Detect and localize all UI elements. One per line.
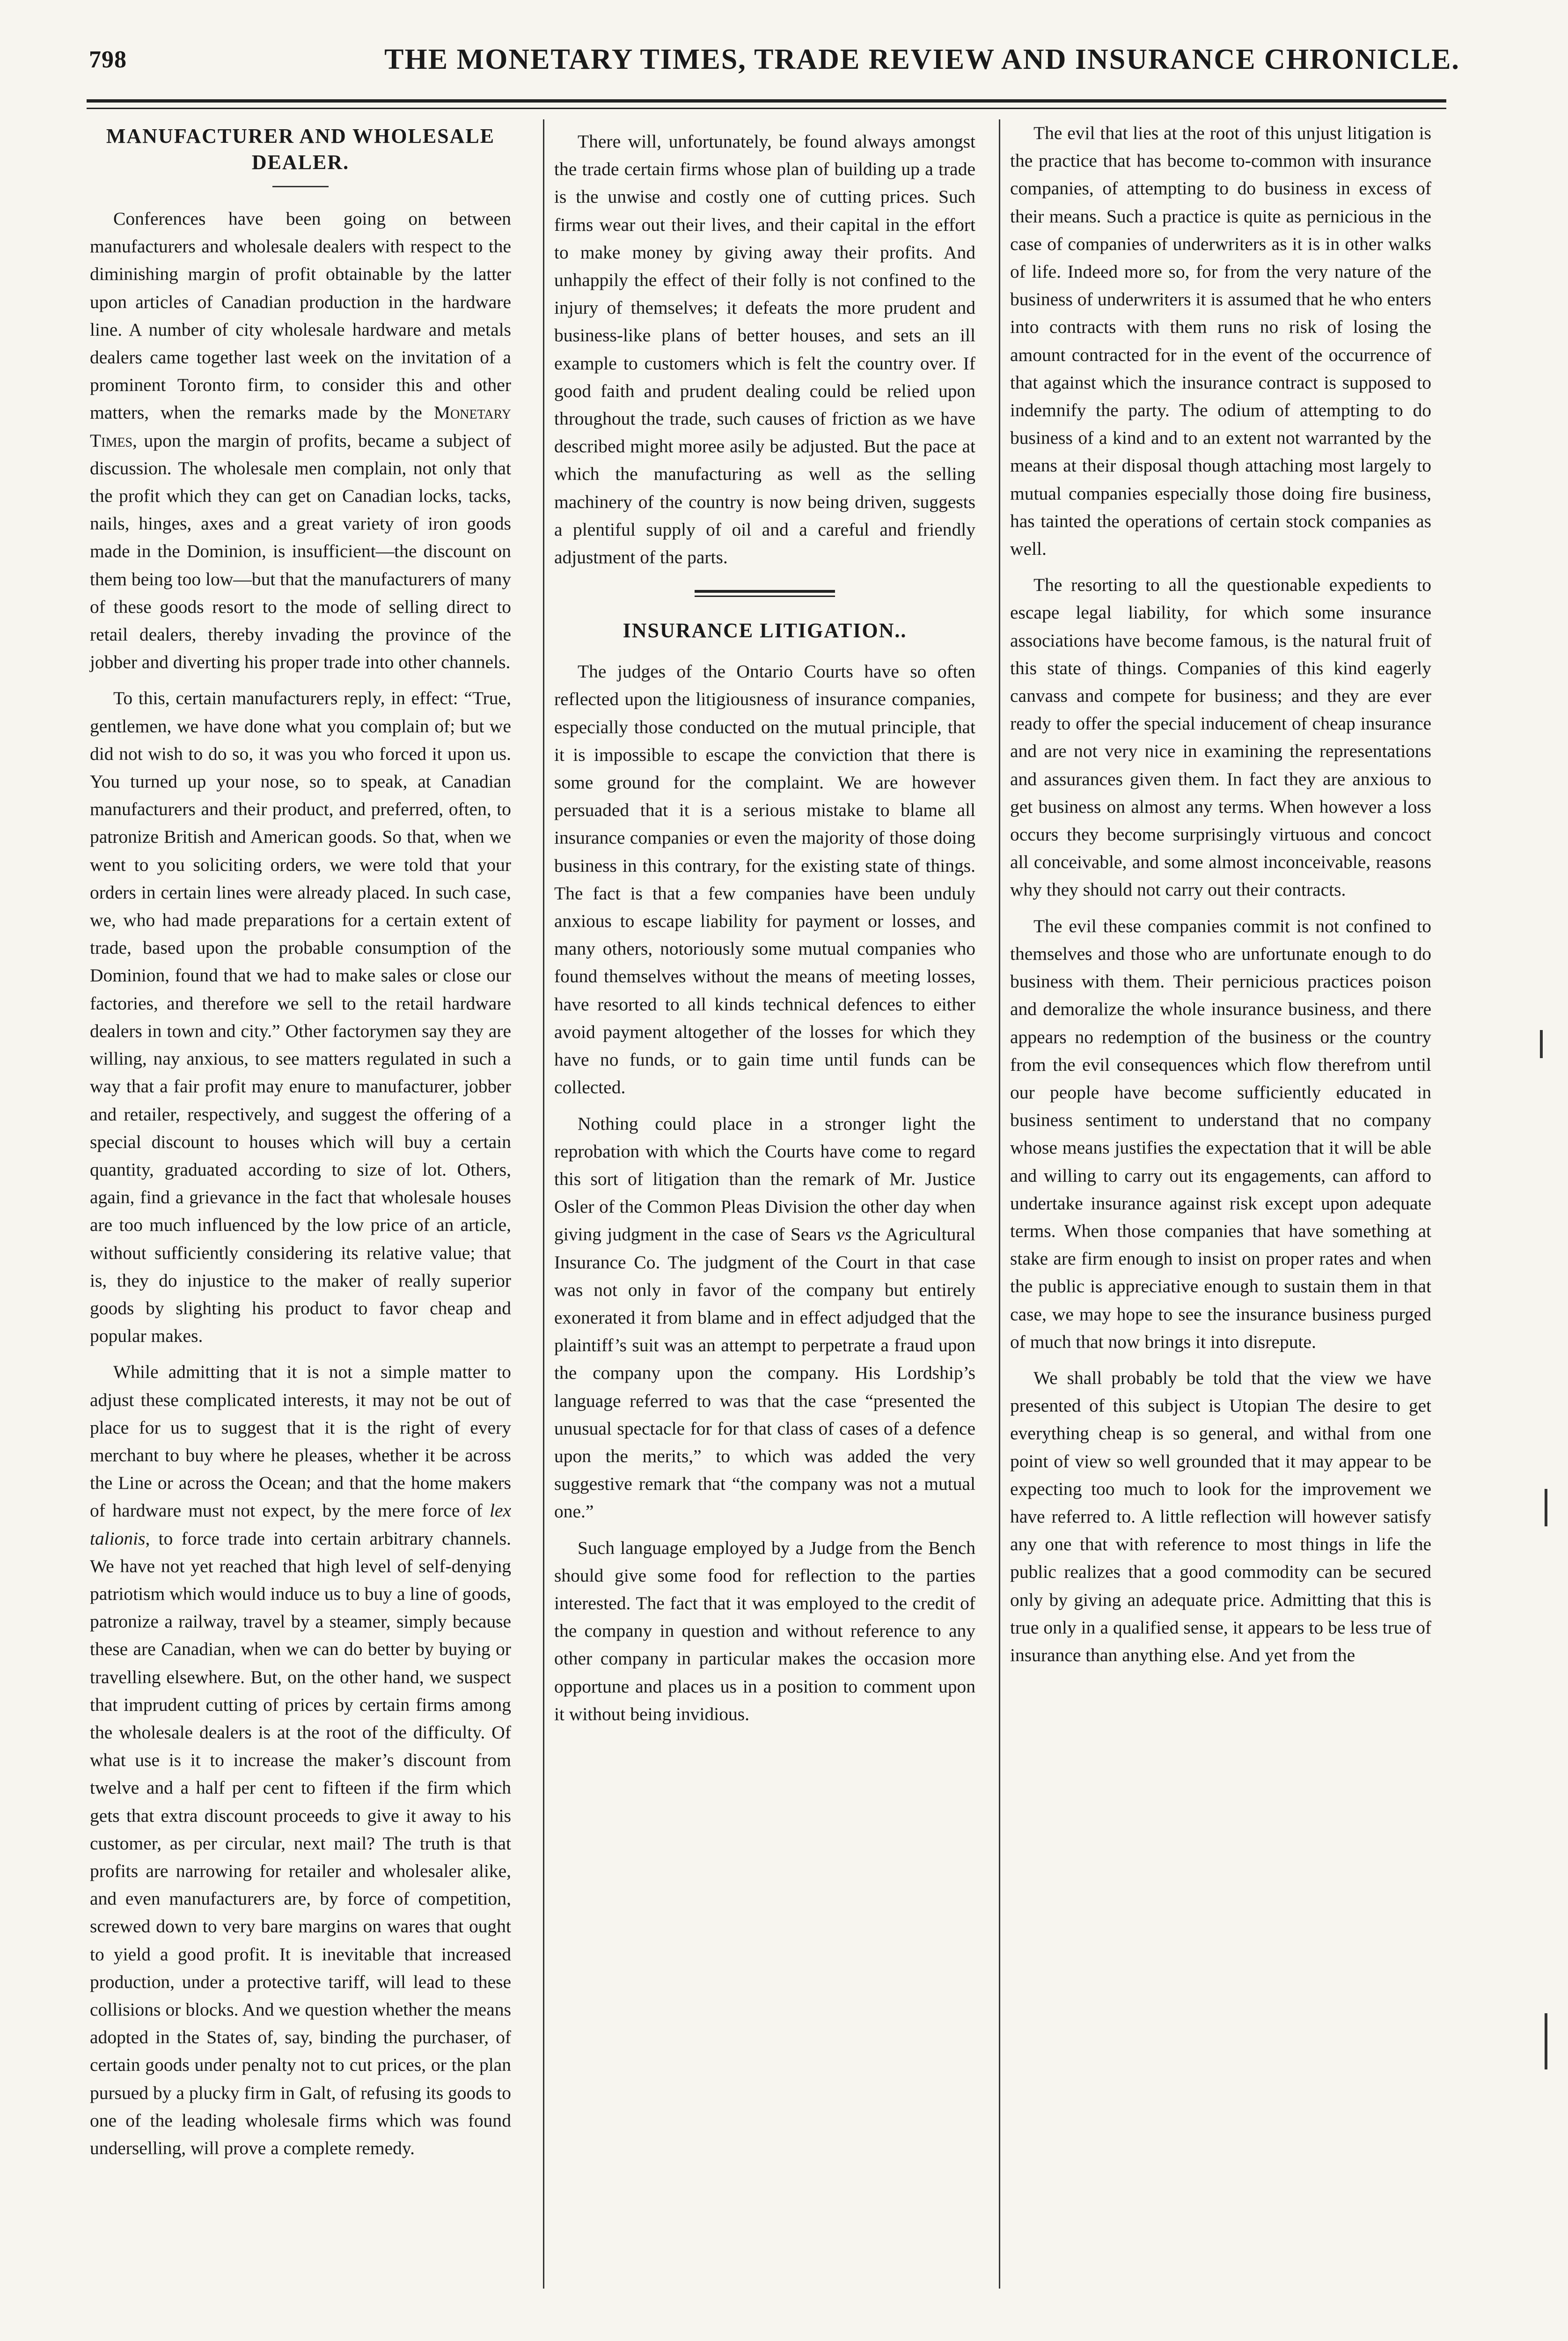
article2-paragraph-3: Such language employed by a Judge from the Bench should give some food for reflection to the parties interested. The fact that it was employed to the credit of the company in question and without reference to any other company in particular makes the occasion more opportune and places us in a position to comment upon it without being invidious. [554,1537,975,1724]
margin-mark [1540,1030,1543,1058]
article-title-manufacturer: MANUFACTURER AND WHOLESALE DEALER. [106,125,495,174]
italic-vs: vs [836,1224,852,1245]
running-head: THE MONETARY TIMES, TRADE REVIEW AND INSURANCE CHRONICLE. [384,44,1460,75]
article2-paragraph-6: The evil these companies commit is not confined to themselves and those who are unfortunate enough to do business with them. Their pernicious practices poison and demoralize the whole insurance business, and there appears no redemption of the business or the country from the evil consequences which flow therefrom until our people have become sufficiently educated in business sentiment to understand that no company whose means justifies the expectation that it will be able and willing to carry out its engagements, can afford to undertake insurance against risk except upon adequate terms. When those companies that have something at stake are firm enough to insist on proper rates and when the public is appreciative enough to sustain them in that case, we may hope to see the insurance business purged of much that now brings it into disrepute. [1010,915,1431,1352]
article1-paragraph-2: To this, certain manufacturers reply, in effect: “True, gentlemen, we have done what you complain of; but we did not wish to do so, it was you who forced it upon us. You turned up your nose, so to speak, at Canadian manufacturers and their product, and preferred, often, to patronize British and American goods. So that, when we went to you soliciting orders, we were told that your orders in certain lines were already placed. In such case, we, who had made preparations for a certain extent of trade, based upon the probable consumption of the Dominion, found that we had to make sales or close our factories, and therefore we sell to the retail hardware dealers in town and city.” Other factorymen say they are willing, nay anxious, to see matters regulated in such a way that a fair profit may enure to manufacturer, jobber and retailer, respectively, and suggest the offering of a special discount to houses which will buy a certain quantity, graduated according to size of lot. Others, again, find a grievance in the fact that wholesale houses are too much influenced by the low price of an article, without sufficiently considering its relative value; that is, they do injustice to the maker of really superior goods by slighting his product to favor cheap and popular makes. [90,688,511,1347]
article1-paragraph-3: While admitting that it is not a simple matter to adjust these complicated interests, it may not be out of place for us to suggest that it is the right of every merchant to buy where he pleases, whether it be across the Line or across the Ocean; and that the home makers of hardware must not expect, by the mere force of lex talionis, to force trade into certain arbitrary channels. We have not yet reached that high level of self-denying patriotism which would induce us to buy a line of goods, patronize a railway, travel by a steamer, simply because these are Canadian, when we can do better by buying or travelling elsewhere. But, on the other hand, we suspect that imprudent cutting of prices by certain firms among the wholesale dealers is at the root of the difficulty. Of what use is it to increase the maker’s discount from twelve and a half per cent to fifteen if the firm which gets that extra discount proceeds to give it away to his customer, as per circular, next mail? The truth is that profits are narrowing for retailer and wholesaler alike, and even manufacturers are, by force of competition, screwed down to very bare margins on wares that ought to yield a good profit. It is inevitable that increased production, under a protective tariff, will lead to these collisions or blocks. And we question whether the means adopted in the States of, say, binding the purchaser, of certain goods under penalty not to cut prices, or the plan pursued by a plucky firm in Galt, of refusing its goods to one of the leading wholesale firms which was found underselling, will prove a complete remedy. [90,1362,511,2159]
section-separator-thin [695,596,835,597]
header-rule-thin [87,108,1446,109]
column-rule-right [999,119,1000,2289]
title-underline [272,186,329,187]
italic-phrase: lex talionis [90,1500,511,1549]
article-title-insurance: INSURANCE LITIGATION.. [623,619,907,642]
article2-paragraph-5: The resorting to all the questionable expedients to escape legal liability, for which some insurance associations have become famous, is the natural fruit of this state of things. Companies of this kind eagerly canvass and compete for business; and they are ever ready to offer the special inducement of cheap insurance and are not very nice in examining the representations and assurances given them. In fact they are anxious to get business on almost any terms. When however a loss occurs they become surprisingly virtuous and concoct all conceivable, and some almost inconceivable, reasons why they should not carry out their contracts. [1010,574,1431,900]
publication-name: Monetary Times [90,402,511,451]
column-2 [554,119,975,1737]
page-number: 798 [89,46,127,73]
article1-paragraph-4: There will, unfortunately, be found always amongst the trade certain firms whose plan of building up a trade is the unwise and costly one of cutting prices. Such firms wear out their lives, and their capital in the effort to make money by giving away their profits. And unhappily the effect of their folly is not confined to the injury of themselves; it defeats the more prudent and business-like plans of better houses, and sets an ill example to customers which is felt the country over. If good faith and prudent dealing could be relied upon throughout the trade, such causes of friction as we have described might moree asily be adjusted. But the pace at which the manufacturing as well as the selling machinery of the country is now being driven, suggests a plentiful supply of oil and a careful and friendly adjustment of the parts. [554,131,975,568]
column-rule-left [543,119,544,2289]
article2-paragraph-1: The judges of the Ontario Courts have so often reflected upon the litigiousness of insurance companies, especially those conducted on the mutual principle, that it is impossible to escape the conviction that there is some ground for the complaint. We are however persuaded that it is a serious mistake to blame all insurance companies or even the majority of those doing business in this contrary, for the existing state of things. The fact is that a few companies have been unduly anxious to escape liability for payment or losses, and many others, notoriously some mutual companies who found themselves without the means of meeting losses, have resorted to all kinds technical defences to either avoid payment altogether of the losses for which they have no funds, or to gain time until funds can be collected. [554,661,975,1098]
column-3 [1010,119,1431,1678]
article2-paragraph-4: The evil that lies at the root of this unjust litigation is the practice that has become to-common with insurance companies, of attempting to do business in excess of their means. Such a practice is quite as pernicious in the case of companies of underwriters as it is in other walks of life. Indeed more so, for from the very nature of the business of underwriters it is assumed that he who enters into contracts with them runs no risk of losing the amount contracted for in the event of the occurrence of that against which the insurance contract is supposed to indemnify the party. The odium of attempting to do business of a kind and to an extent not warranted by the means at their disposal though attaching most largely to mutual companies especially those doing fire business, has tainted the operations of certain stock companies as well. [1010,123,1431,559]
margin-mark [1545,2013,1547,2069]
header-rule-thick [87,99,1446,103]
article2-paragraph-7: We shall probably be told that the view we have presented of this subject is Utopian The desire to get everything cheap is so general, and withal from one point of view so well grounded that it may appear to be expecting too much to look for the improvement we have referred to. A little reflection will however satisfy any one that with reference to most things in life the public realizes that a good commodity can be secured only by giving an adequate price. Admitting that this is true only in a qualified sense, it appears to be less true of insurance than anything else. And yet from the [1010,1367,1431,1665]
column-1 [90,119,511,2171]
article1-paragraph-1: Conferences have been going on between manufacturers and wholesale dealers with respect to the diminishing margin of profit obtainable by the latter upon articles of Canadian production in the hardware line. A number of city wholesale hardware and metals dealers came together last week on the invitation of a prominent Toronto firm, to consider this and other matters, when the remarks made by the Monetary Times, upon the margin of profits, became a subject of discussion. The wholesale men complain, not only that the profit which they can get on Canadian locks, tacks, nails, hinges, axes and a great variety of iron goods made in the Dominion, is insufficient—the discount on them being too low—but that the manufacturers of many of these goods resort to the mode of selling direct to retail dealers, thereby invading the province of the jobber and diverting his proper trade into other channels. [90,208,511,673]
margin-mark [1545,1489,1547,1526]
section-separator-thick [695,590,835,593]
article2-paragraph-2: Nothing could place in a stronger light the reprobation with which the Courts have come to regard this sort of litigation than the remark of Mr. Justice Osler of the Common Pleas Division the other day when giving judgment in the case of Sears vs the Agricultural Insurance Co. The judgment of the Court in that case was not only in favor of the company but entirely exonerated it from blame and in effect adjudged that the plaintiff’s suit was an attempt to perpetrate a fraud upon the company upon the company. His Lordship’s language referred to was that the case “presented the unusual spectacle for for that class of cases of a defence upon the merits,” to which was added the very suggestive remark that “the company was not a mutual one.” [554,1113,975,1522]
